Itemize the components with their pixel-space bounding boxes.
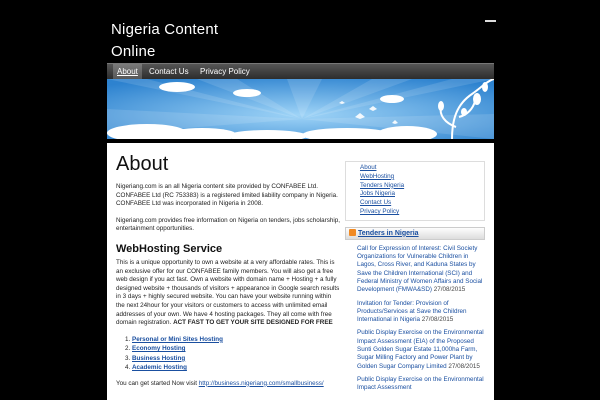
- sidebar: [345, 161, 485, 393]
- list-item: [345, 245, 485, 295]
- package-link-business[interactable]: Business Hosting: [132, 354, 186, 362]
- package-link-academic[interactable]: Academic Hosting: [132, 364, 187, 372]
- list-item: [132, 344, 341, 354]
- package-link-economy[interactable]: Economy Hosting: [132, 345, 186, 353]
- sidebar-item-contact-us[interactable]: Contact Us: [360, 199, 392, 207]
- list-item: [345, 329, 485, 370]
- tender-date: 27/08/2015: [433, 286, 466, 294]
- header-divider: [485, 20, 496, 22]
- sidebar-item-tenders-nigeria[interactable]: Tenders Nigeria: [360, 181, 405, 189]
- site-title[interactable]: [111, 19, 251, 63]
- sidebar-item-privacy-policy[interactable]: Privacy Policy: [360, 207, 400, 215]
- list-item: [345, 300, 485, 325]
- nav-privacy-policy[interactable]: Privacy Policy: [200, 67, 250, 76]
- info-paragraph: Nigeriang.com provides free information on Nigeria on tenders, jobs scholarship, entertainment opportunities.: [116, 216, 341, 233]
- tender-link[interactable]: Public Display Exercise on the Environmental Impact Assessment (EIA) of the Proposed Sunti Golden Sugar Estate 11,000ha Farm, Sugar Milling Factory and Power Plant by Golden Sugar Company Limited: [357, 329, 484, 370]
- tender-date: 27/08/2015: [448, 362, 480, 370]
- list-item: [132, 354, 341, 364]
- hosting-packages-list: [116, 335, 341, 373]
- webhosting-cta: ACT FAST TO GET YOUR SITE DESIGNED FOR FREE: [173, 319, 333, 327]
- get-started-text: You can get started Now visit: [116, 379, 197, 387]
- tenders-widget-header: [345, 227, 485, 240]
- list-item: [132, 335, 341, 345]
- pages-widget: [345, 161, 485, 221]
- banner-illustration: [107, 79, 494, 139]
- get-started-line: [116, 380, 341, 389]
- webhosting-text: This is a unique opportunity to own a website at a very affordable rates. This is an exclusive offer for our CONFABEE family members. You will also get a free web design if you act fast. Own a website with domain name + Hosting + a fully designed website + thousands of visitors + appearance in Google search results in 3 days + highly secured website. You can have your website running within the next 24hour for your visitors or customers to access with unlimited email addresses of your own. We have 4 hosting packages. They all come with free domain registration.: [116, 258, 340, 327]
- nav-about[interactable]: About: [113, 64, 142, 80]
- content-area: [107, 143, 494, 400]
- main-column: [116, 153, 341, 388]
- page-title: About: [116, 153, 169, 175]
- webhosting-heading: WebHosting Service: [116, 242, 223, 255]
- rss-icon[interactable]: [349, 229, 356, 236]
- tender-date: 27/08/2015: [421, 316, 454, 324]
- site-title-line1: Nigeria Content: [111, 21, 219, 38]
- list-item: [132, 363, 341, 373]
- intro-paragraph: Nigeriang.com is an all Nigeria content site provided by CONFABEE Ltd. CONFABEE Ltd (RC 753383) is a registered limited liability company in Nigeria. CONFABEE Ltd was incorporated in Nigeria in 2008.: [116, 183, 338, 208]
- package-link-personal[interactable]: Personal or Mini Sites Hosting: [132, 335, 223, 343]
- sidebar-item-webhosting[interactable]: WebHosting: [360, 172, 395, 180]
- nav-contact-us[interactable]: Contact Us: [149, 67, 189, 76]
- get-started-link[interactable]: http://business.nigeriang.com/smallbusiness/: [198, 379, 324, 387]
- sidebar-item-about[interactable]: About: [360, 164, 377, 171]
- main-nav: [107, 63, 494, 80]
- tender-link[interactable]: Public Display Exercise on the Environmental Impact Assessment: [357, 375, 484, 392]
- webhosting-paragraph: [116, 259, 341, 328]
- list-item: [345, 376, 485, 393]
- sidebar-item-jobs-nigeria[interactable]: Jobs Nigeria: [360, 190, 395, 198]
- site-title-line2: Online: [111, 43, 156, 60]
- tenders-heading[interactable]: Tenders in Nigeria: [358, 229, 419, 237]
- tender-link[interactable]: Invitation for Tender: Provision of Products/Services at Save the Children International in Nigeria: [357, 299, 467, 324]
- tender-link[interactable]: Call for Expression of Interest: Civil Society Organizations for Vulnerable Children in Lagos, Cross River, and Kaduna States by Save the Children International (SCI) and Federal Ministry of Women Affairs and Social Development (FMWA&SD): [357, 244, 483, 294]
- header-banner: [107, 79, 494, 139]
